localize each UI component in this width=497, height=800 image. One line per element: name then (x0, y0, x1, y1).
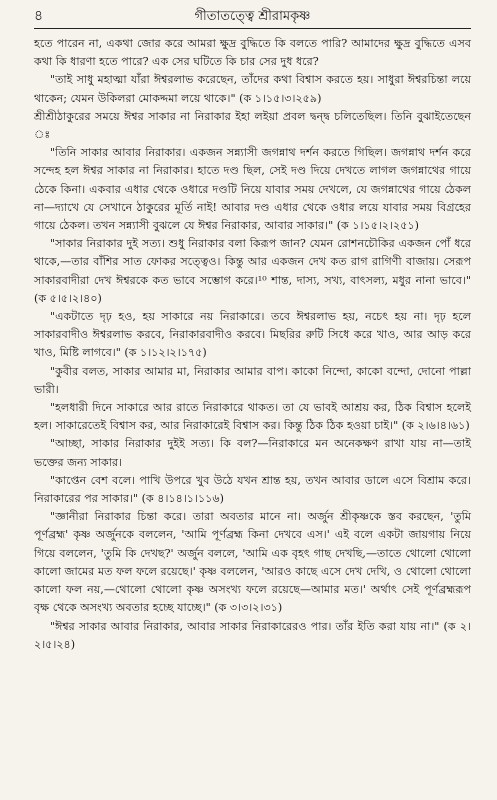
header-rule (34, 28, 471, 29)
paragraph: "হলধারী দিনে সাকারে আর রাতে নিরাকারে থাকত। তা যে ভাবই আশ্রয় কর, ঠিক বিশ্বাস হলেই হল। সাকারেতেই বিশ্বাস কর, আর নিরাকারেই বিশ্বাস কর। কিন্তু ঠিক ঠিক হওয়া চাই।" (ক ২।৬।৪।৬১) (34, 401, 471, 433)
paragraph: "কুবীর বলত, সাকার আমার মা, নিরাকার আমার বাপ। কাকো নিন্দো, কাকো বন্দো, দোনো পাল্লা ভারী। (34, 364, 471, 396)
running-title: গীতাতত্ত্বে শ্রীরামকৃষ্ণ (194, 9, 311, 24)
paragraph: হতে পারেন না, একথা জোর করে আমরা ক্ষুদ্র বুদ্ধিতে কি বলতে পারি? আমাদের ক্ষুদ্র বুদ্ধিতে এসব কথা কি ধারণা হতে পারে? এক সের ঘটিতে কি চার সের দুধ ধরে? (34, 37, 471, 69)
paragraph: "আচ্ছা, সাকার নিরাকার দুইই সত্য। কি বল?—নিরাকারে মন অনেকক্ষণ রাখা যায় না—তাই ভক্তের জন্য সাকার। (34, 437, 471, 469)
paragraph: শ্রীশ্রীঠাকুরের সময়ে ঈশ্বর সাকার না নিরাকার ইহা লইয়া প্রবল দ্বন্দ্ব চলিতেছিল। তিনি বুঝাইতেছেন ঃ (34, 109, 471, 142)
paragraph: "তিনি সাকার আবার নিরাকার। একজন সন্ন্যাসী জগন্নাথ দর্শন করতে গিছিল। জগন্নাথ দর্শন করে সন্দেহ হল ঈশ্বর সাকার না নিরাকার। হাতে দণ্ড ছিল, সেই দণ্ড দিয়ে দেখতে লাগল জগন্নাথের গায়ে ঠেকে কিনা। একবার এধার থেকে ওধারে দণ্ডটি নিয়ে যাবার সময় দেখলে, যে জগন্নাথের গায়ে ঠেকল না—দ্যাখে যে সেখানে ঠাকুরের মূর্তি নাই! আবার দণ্ড এধার থেকে ওধার লয়ে যাবার সময় বিগ্রহের গায়ে ঠেকল। তখন সন্ন্যাসী বুঝলে যে ঈশ্বর নিরাকার, আবার সাকার।" (ক ১।১৫।২।২৫১) (34, 146, 471, 233)
page-number: ৪ (34, 8, 44, 24)
paragraph: "জ্ঞানীরা নিরাকার চিন্তা করে। তারা অবতার মানে না। অর্জুন শ্রীকৃষ্ণকে স্তব করছেন, 'তুমি পূর্ণব্রহ্ম' কৃষ্ণ অর্জুনকে বললেন, 'আমি পূর্ণব্রহ্ম কিনা দেখবে এস।' এই বলে একটা জায়গায় নিয়ে গিয়ে বললেন, 'তুমি কি দেখছ?' অর্জুন বললে, 'আমি এক বৃহৎ গাছ দেখছি,—তাতে থোলো থোলো কালো জামের মত ফল ফলে রয়েছে।' কৃষ্ণ বললেন, 'আরও কাছে এসে দেখ দেখি, ও থোলো থোলো কালো ফল নয়,—থোলো থোলো কৃষ্ণ অসংখ্য ফলে রয়েছে—আমার মত।' অর্থাৎ সেই পূর্ণব্রহ্মরূপ বৃক্ষ থেকে অসংখ্য অবতার হচ্ছে যাচ্ছে।" (ক ৩।৩।২।৩১) (34, 510, 471, 615)
paragraph: "একটাতে দৃঢ় হও, হয় সাকারে নয় নিরাকারে। তবে ঈশ্বরলাভ হয়, নচেৎ হয় না। দৃঢ় হলে সাকারবাদীও ঈশ্বরলাভ করবে, নিরাকারবাদীও করবে। মিছরির রুটি সিধে করে খাও, আর আড় করে খাও, মিষ্টি লাগবে।" (ক ১।১২।২।১৭৫) (34, 310, 471, 360)
paragraph: "সাকার নিরাকার দুই সত্য। শুধু নিরাকার বলা কিরূপ জান? যেমন রোশনচৌকির একজন পোঁ ধরে থাকে,—তার বাঁশির সাত ফোকর সত্ত্বেও। কিন্তু আর একজন দেখ কত রাগ রাগিণী বাজায়। সেরূপ সাকারবাদীরা দেখ ঈশ্বরকে কত ভাবে সম্ভোগ করে।¹⁰ শান্ত, দাস্য, সখ্য, বাৎসল্য, মধুর নানা ভাবে।" (ক ৫।৫।২।৪০) (34, 237, 471, 305)
paragraph: "কাপ্তেন বেশ বলে। পাখি উপরে খুব উঠে যখন শ্রান্ত হয়, তখন আবার ডালে এসে বিশ্রাম করে। নিরাকারের পর সাকার।" (ক ৪।১৪।১।১১৬) (34, 473, 471, 506)
page-body (34, 35, 471, 654)
paragraph: "ঈশ্বর সাকার আবার নিরাকার, আবার সাকার নিরাকারেরও পার। তাঁর ইতি করা যায় না।" (ক ২।২।৫।২৪) (34, 619, 471, 651)
page-header (34, 4, 471, 26)
paragraph: "তাই সাধু মহাত্মা যাঁরা ঈশ্বরলাভ করেছেন, তাঁদের কথা বিশ্বাস করতে হয়। সাধুরা ঈশ্বরচিন্তা লয়ে থাকেন; যেমন উকিলরা মোকদ্দমা লয়ে থাকে।" (ক ১।১৫।৩।২৫৯) (34, 73, 471, 105)
